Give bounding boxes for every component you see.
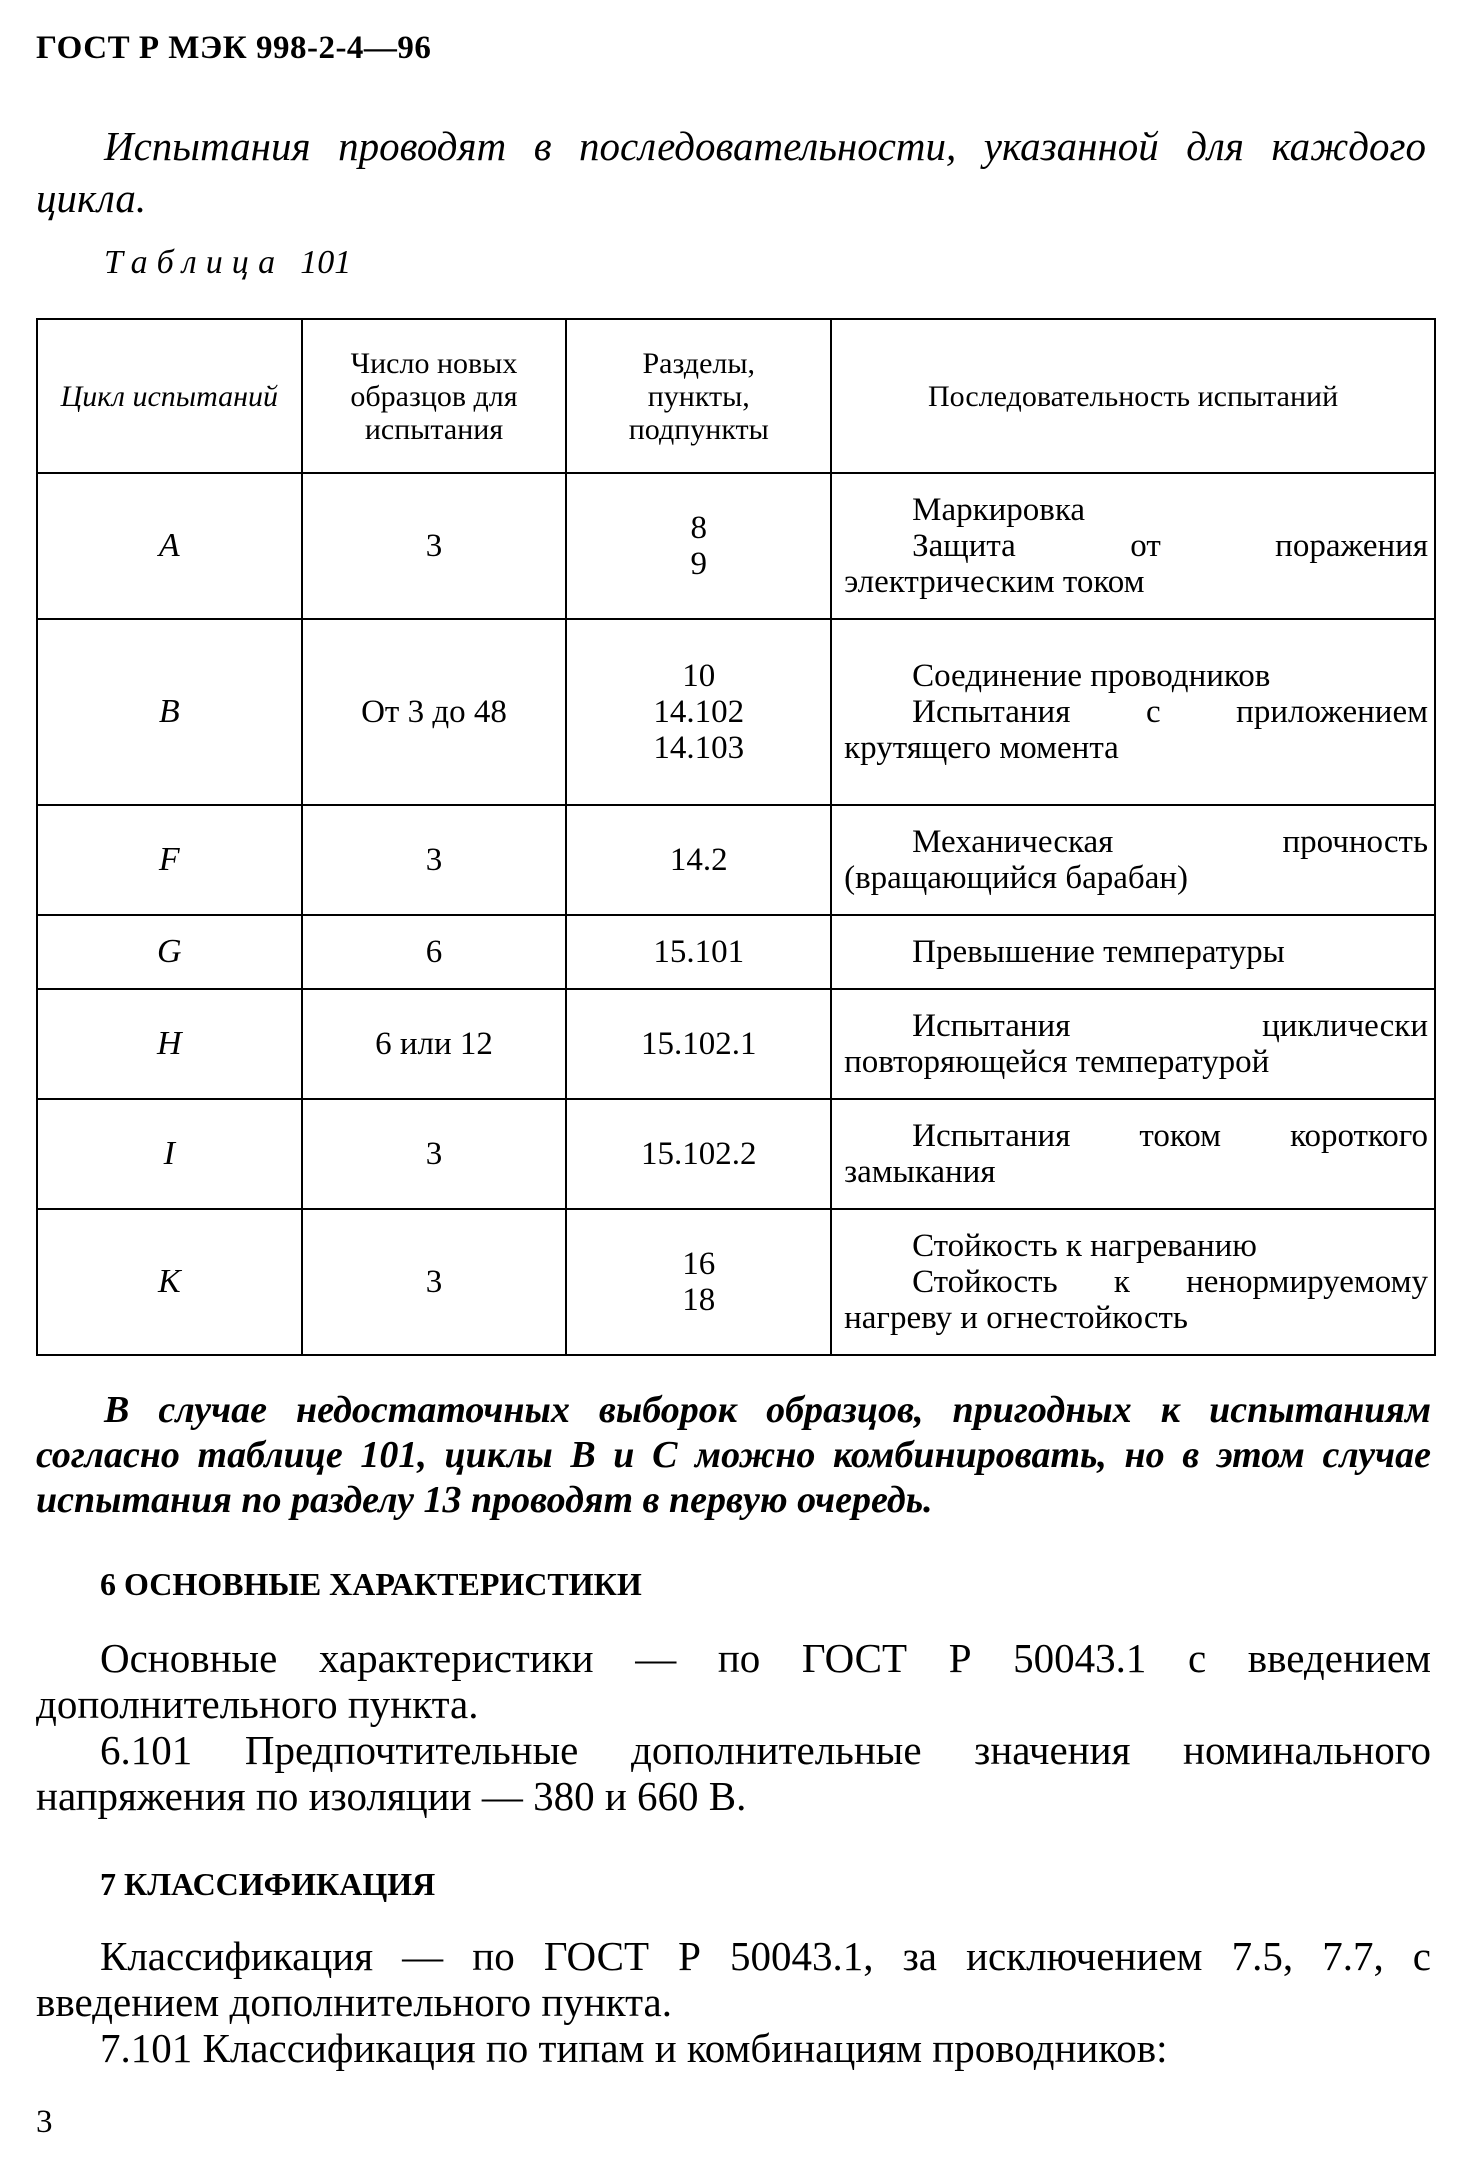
- sequence-item: Соединение проводников: [912, 658, 1271, 694]
- section-ref: 18: [682, 1282, 716, 1318]
- cell-sequence: [831, 1099, 1435, 1209]
- sequence-item: Механическая прочность (вращающийся барабан): [844, 824, 1428, 896]
- cell-cycle: A: [37, 473, 302, 619]
- cell-cycle: B: [37, 619, 302, 805]
- cell-count: 6: [302, 915, 567, 989]
- table-caption-label: Таблица: [104, 244, 285, 281]
- sequence-item: Стойкость к ненормируемому нагреву и огнестойкость: [844, 1264, 1428, 1336]
- cell-cycle: F: [37, 805, 302, 915]
- cell-sequence: [831, 473, 1435, 619]
- sequence-item: Испытания с приложением крутящего момента: [844, 694, 1428, 766]
- sequence-item: Защита от поражения электрическим током: [844, 528, 1428, 600]
- cell-sections: [566, 1209, 831, 1355]
- sequence-item: Испытания током короткого замыкания: [844, 1118, 1428, 1190]
- sequence-item: Маркировка: [912, 492, 1086, 528]
- cell-cycle: I: [37, 1099, 302, 1209]
- table-row: [37, 473, 1435, 619]
- table-header-row: [37, 319, 1435, 473]
- cell-count: 3: [302, 473, 567, 619]
- sequence-item: Стойкость к нагреванию: [912, 1228, 1257, 1264]
- document-code-header: ГОСТ Р МЭК 998-2-4—96: [36, 30, 432, 66]
- table-row: [37, 1099, 1435, 1209]
- cell-cycle: K: [37, 1209, 302, 1355]
- intro-paragraph: Испытания проводят в последовательности, указанной для каждого цикла.: [36, 123, 1426, 221]
- section-ref: 16: [682, 1246, 716, 1282]
- section-ref: 15.102.1: [641, 1026, 757, 1062]
- cell-count: 3: [302, 1209, 567, 1355]
- section-ref: 14.103: [653, 730, 745, 766]
- cell-sequence: [831, 805, 1435, 915]
- test-cycles-table: [36, 318, 1436, 1356]
- table-row: [37, 805, 1435, 915]
- section-ref: 15.102.2: [641, 1136, 757, 1172]
- cell-cycle: G: [37, 915, 302, 989]
- cell-count: 3: [302, 805, 567, 915]
- cell-sequence: [831, 1209, 1435, 1355]
- cell-count: От 3 до 48: [302, 619, 567, 805]
- section-ref: 14.2: [669, 842, 728, 878]
- table-row: [37, 989, 1435, 1099]
- section-7-body: [36, 1933, 1431, 2071]
- section-ref: 9: [690, 546, 707, 582]
- cell-count: 3: [302, 1099, 567, 1209]
- cell-sequence: [831, 915, 1435, 989]
- cell-sections: [566, 989, 831, 1099]
- section-6-paragraph: Основные характеристики — по ГОСТ Р 50043.1 с введением дополнительного пункта.: [36, 1635, 1431, 1727]
- header-cycle: Цикл испытаний: [37, 319, 302, 473]
- cell-sections: [566, 473, 831, 619]
- table-row: [37, 1209, 1435, 1355]
- table-caption: [104, 244, 351, 282]
- section-6-heading: 6 ОСНОВНЫЕ ХАРАКТЕРИСТИКИ: [100, 1566, 642, 1602]
- section-ref: 10: [682, 658, 716, 694]
- section-7-paragraph: Классификация — по ГОСТ Р 50043.1, за исключением 7.5, 7.7, с введением дополнительного пункта.: [36, 1933, 1431, 2025]
- section-ref: 8: [690, 510, 707, 546]
- cell-sequence: [831, 619, 1435, 805]
- header-sections: Разделы, пункты, подпункты: [566, 319, 831, 473]
- sequence-item: Превышение температуры: [912, 934, 1285, 970]
- header-count: Число новых образцов для испытания: [302, 319, 567, 473]
- cell-sections: [566, 805, 831, 915]
- header-sequence: Последовательность испытаний: [831, 319, 1435, 473]
- section-7-heading: 7 КЛАССИФИКАЦИЯ: [100, 1866, 436, 1902]
- section-ref: 15.101: [653, 934, 745, 970]
- section-6-body: [36, 1635, 1431, 1819]
- cell-count: 6 или 12: [302, 989, 567, 1099]
- table-row: [37, 915, 1435, 989]
- cell-cycle: H: [37, 989, 302, 1099]
- page-number: 3: [36, 2104, 53, 2140]
- cell-sequence: [831, 989, 1435, 1099]
- table-caption-number: 101: [300, 244, 352, 281]
- cell-sections: [566, 915, 831, 989]
- cell-sections: [566, 619, 831, 805]
- cell-sections: [566, 1099, 831, 1209]
- section-7-paragraph: 7.101 Классификация по типам и комбинациям проводников:: [100, 2025, 1168, 2071]
- table-row: [37, 619, 1435, 805]
- section-6-paragraph: 6.101 Предпочтительные дополнительные значения номинального напряжения по изоляции — 380 и 660 В.: [36, 1727, 1431, 1819]
- section-ref: 14.102: [653, 694, 745, 730]
- note-after-table: В случае недостаточных выборок образцов, пригодных к испытаниям согласно таблице 101, циклы B и C можно комбинировать, но в этом случае испытания по разделу 13 проводят в первую очередь.: [36, 1389, 1431, 1521]
- sequence-item: Испытания циклически повторяющейся температурой: [844, 1008, 1428, 1080]
